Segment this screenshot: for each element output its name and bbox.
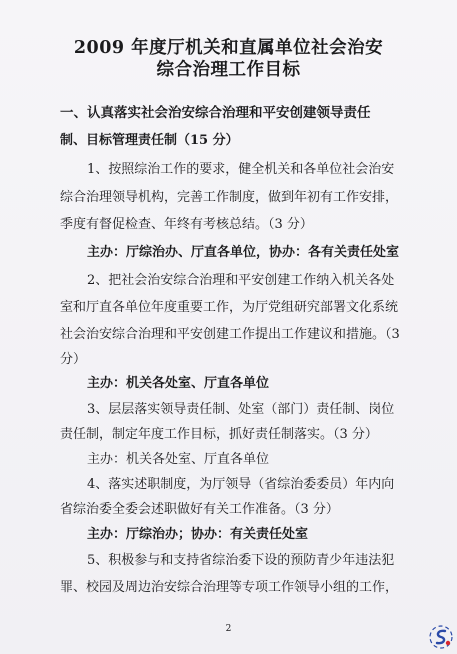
paragraph-line: 季度有督促检查、年终有考核总结。（3 分）	[60, 217, 313, 232]
paragraph-line: 3、层层落实领导责任制、处室（部门）责任制、岗位	[87, 402, 395, 417]
section-heading: 一、认真落实社会治安综合治理和平安创建领导责任	[60, 105, 371, 121]
publisher-logo-icon	[428, 624, 454, 650]
paragraph-line: 1、按照综治工作的要求，健全机关和各单位社会治安	[87, 162, 395, 177]
responsibility-line: 主办：厅综治办、厅直各单位，协办：各有关责任处室	[87, 245, 400, 260]
paragraph-line: 罪、校园及周边治安综合治理等专项工作领导小组的工作，	[60, 580, 399, 595]
responsibility-line: 主办：机关各处室、厅直各单位	[87, 376, 270, 391]
responsibility-line: 主办：厅综治办；协办：有关责任处室	[87, 527, 309, 542]
paragraph-line: 责任制，制定年度工作目标，抓好责任制落实。（3 分）	[60, 427, 378, 442]
paragraph-line: 省综治委全委会述职做好有关工作准备。（3 分）	[60, 502, 339, 517]
paragraph-line: 综合治理领导机构，完善工作制度，做到年初有工作安排，	[60, 190, 399, 205]
page-number: 2	[225, 624, 232, 634]
paragraph-line: 4、落实述职制度，为厅领导（省综治委委员）年内向	[87, 477, 395, 492]
document-title-line-1: 2009 年度厅机关和直属单位社会治安	[73, 38, 384, 58]
responsibility-line: 主办：机关各处室、厅直各单位	[87, 452, 270, 467]
paragraph-line: 室和厅直各单位年度重要工作，为厅党组研究部署文化系统	[60, 300, 399, 315]
section-heading-cont: 制、目标管理责任制（15 分）	[60, 133, 239, 148]
paragraph-line: 社会治安综合治理和平安创建工作提出工作建议和措施。（3	[60, 327, 400, 342]
paragraph-line: 5、积极参与和支持省综治委下设的预防青少年违法犯	[87, 553, 395, 568]
document-title-line-2: 综合治理工作目标	[156, 60, 301, 80]
paragraph-line: 2、把社会治安综合治理和平安创建工作纳入机关各处	[87, 273, 395, 288]
paragraph-line: 分）	[60, 352, 87, 367]
